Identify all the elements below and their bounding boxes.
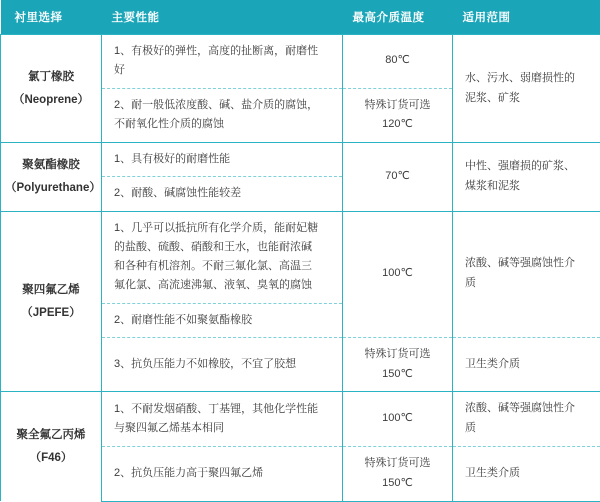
performance-cell	[102, 143, 343, 177]
lining-name-en: （F46）	[5, 447, 97, 470]
lining-name-cn: 聚全氟乙丙烯	[5, 424, 97, 447]
performance-line: 1、几乎可以抵抗所有化学介质，能耐妃糖	[114, 219, 334, 238]
max-temp-note: 特殊订货可选	[353, 345, 442, 365]
scope-cell	[453, 447, 600, 502]
lining-name-cell	[1, 211, 102, 392]
table-body	[1, 35, 600, 502]
max-temp-value: 100℃	[353, 264, 442, 284]
max-temp-cell	[343, 392, 453, 447]
performance-line: 2、耐一般低浓度酸、碱、盐介质的腐蚀，	[114, 96, 334, 115]
performance-line: 1、具有极好的耐磨性能	[114, 150, 334, 169]
scope-line: 卫生类介质	[465, 464, 590, 484]
lining-name-en: （JPEFE）	[5, 302, 97, 325]
max-temp-value: 150℃	[353, 474, 442, 494]
scope-line: 水、污水、弱磨损性的	[465, 69, 590, 89]
performance-cell	[102, 35, 343, 89]
performance-cell	[102, 211, 343, 303]
scope-line: 泥浆、矿浆	[465, 89, 590, 109]
max-temp-cell	[343, 337, 453, 392]
scope-line: 中性、强磨损的矿浆、	[465, 157, 590, 177]
max-temp-value: 70℃	[353, 167, 442, 187]
max-temp-value: 80℃	[353, 51, 442, 71]
table-row	[1, 143, 600, 177]
scope-cell	[453, 143, 600, 212]
scope-cell	[453, 211, 600, 337]
scope-line: 质	[465, 274, 590, 294]
lining-name-cell	[1, 35, 102, 143]
scope-cell	[453, 35, 600, 143]
performance-cell	[102, 392, 343, 447]
table-row	[1, 211, 600, 303]
scope-cell	[453, 392, 600, 447]
lining-name-en: （Neoprene）	[5, 89, 97, 112]
table-row	[1, 35, 600, 89]
scope-line: 卫生类介质	[465, 355, 590, 375]
max-temp-cell	[343, 211, 453, 337]
max-temp-note: 特殊订货可选	[353, 454, 442, 474]
lining-name-cell	[1, 392, 102, 501]
max-temp-value: 150℃	[353, 365, 442, 385]
performance-line: 3、抗负压能力不如橡胶，不宜了胶想	[114, 355, 334, 374]
scope-line: 质	[465, 419, 590, 439]
performance-cell	[102, 303, 343, 337]
performance-line: 不耐氧化性介质的腐蚀	[114, 115, 334, 134]
column-header-performance: 主要性能	[102, 0, 343, 35]
performance-line: 好	[114, 61, 334, 80]
performance-cell	[102, 447, 343, 502]
performance-line: 氟化氯、高流速沸氟、液氧、臭氧的腐蚀	[114, 276, 334, 295]
column-header-scope: 适用范围	[453, 0, 600, 35]
performance-cell	[102, 177, 343, 211]
max-temp-value: 100℃	[353, 409, 442, 429]
performance-cell	[102, 88, 343, 143]
scope-line: 浓酸、碱等强腐蚀性介	[465, 254, 590, 274]
max-temp-value: 120℃	[353, 115, 442, 135]
performance-line: 2、耐磨性能不如聚氨酯橡胶	[114, 311, 334, 330]
table-header	[1, 0, 600, 35]
performance-cell	[102, 337, 343, 392]
performance-line: 1、有极好的弹性，高度的扯断离，耐磨性	[114, 42, 334, 61]
table-row	[1, 392, 600, 447]
max-temp-cell	[343, 35, 453, 89]
lining-name-cn: 聚四氟乙烯	[5, 279, 97, 302]
lining-name-en: （Polyurethane）	[5, 177, 97, 200]
max-temp-note: 特殊订货可选	[353, 96, 442, 116]
column-header-lining: 衬里选择	[1, 0, 102, 35]
performance-line: 和各种有机溶剂。不耐三氟化氯、高温三	[114, 257, 334, 276]
performance-line: 与聚四氟乙烯基本相同	[114, 419, 334, 438]
lining-name-cell	[1, 143, 102, 212]
lining-name-cn: 聚氨酯橡胶	[5, 154, 97, 177]
max-temp-cell	[343, 447, 453, 502]
scope-line: 浓酸、碱等强腐蚀性介	[465, 399, 590, 419]
column-header-max-temp: 最高介质温度	[343, 0, 453, 35]
performance-line: 2、抗负压能力高于聚四氟乙烯	[114, 464, 334, 483]
table-header-row	[1, 0, 600, 35]
performance-line: 2、耐酸、碱腐蚀性能较差	[114, 184, 334, 203]
performance-line: 的盐酸、硫酸、硝酸和王水，也能耐浓碱	[114, 238, 334, 257]
scope-cell	[453, 337, 600, 392]
lining-name-cn: 氯丁橡胶	[5, 66, 97, 89]
performance-line: 1、不耐发烟硝酸、丁基锂，其他化学性能	[114, 400, 334, 419]
scope-line: 煤浆和泥浆	[465, 177, 590, 197]
max-temp-cell	[343, 88, 453, 143]
max-temp-cell	[343, 143, 453, 212]
